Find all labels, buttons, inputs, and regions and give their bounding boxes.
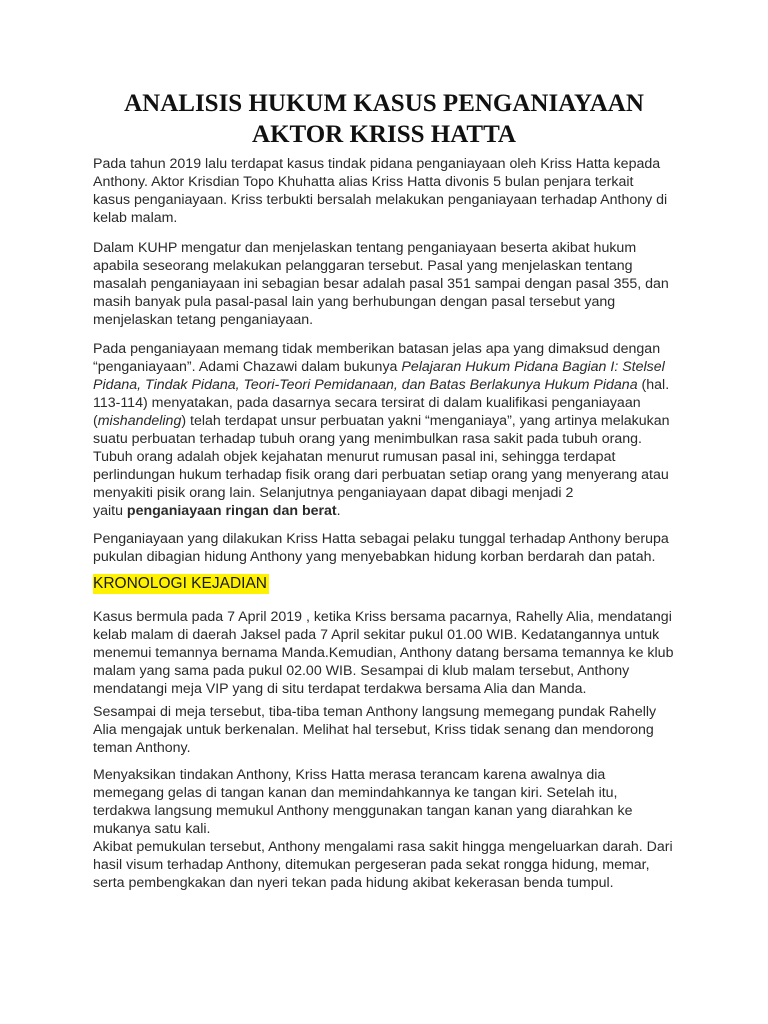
text-line: perlindungan hukum terhadap fisik orang dari perbuatan setiap orang yang menyerang atau [93, 467, 669, 483]
text-line [93, 358, 683, 376]
text-segment: yaitu [93, 503, 127, 519]
text-line: apabila seseorang melakukan pelanggaran tersebut. Pasal yang menjelaskan tentang [93, 258, 633, 274]
text-line: Alia mengajak untuk berkenalan. Melihat hal tersebut, Kriss tidak senang dan mendorong [93, 722, 654, 738]
text-line: hasil visum terhadap Anthony, ditemukan pergeseran pada sekat rongga hidung, memar, [93, 857, 650, 873]
text-line: Penganiayaan yang dilakukan Kriss Hatta sebagai pelaku tunggal terhadap Anthony berupa [93, 531, 669, 547]
text-segment: . [336, 503, 341, 519]
text-line: Akibat pemukulan tersebut, Anthony mengalami rasa sakit hingga mengeluarkan darah. Dari [93, 839, 673, 855]
text-line [93, 376, 683, 394]
text-segment: ( [93, 413, 98, 429]
text-line: Kasus bermula pada 7 April 2019 , ketika Kriss bersama pacarnya, Rahelly Alia, mendatangi [93, 609, 672, 625]
document-title [60, 88, 708, 150]
text-line: menjelaskan tetang penganiayaan. [93, 312, 314, 328]
text-line: kasus penganiayaan. Kriss terbukti bersalah melakukan penganiayaan terhadap Anthony di [93, 192, 668, 208]
paragraph-chronology-4 [93, 838, 683, 892]
paragraph-definition [93, 340, 683, 520]
section-heading-chronology: KRONOLOGI KEJADIAN [93, 575, 267, 592]
text-line: Pada tahun 2019 lalu terdapat kasus tindak pidana penganiayaan oleh Kriss Hatta kepada [93, 156, 661, 172]
text-line: pukulan dibagian hidung Anthony yang menyebabkan hidung korban berdarah dan patah. [93, 549, 656, 565]
text-line: Dalam KUHP mengatur dan menjelaskan tentang penganiayaan beserta akibat hukum [93, 240, 637, 256]
paragraph-chronology-1 [93, 608, 683, 698]
term-italic: mishandeling [97, 413, 182, 429]
book-title-italic: Pidana, Tindak Pidana, Teori-Teori Pemidanaan, dan Batas Berlakunya Hukum Pidana [93, 377, 638, 393]
text-line: Tubuh orang adalah objek kejahatan menurut rumusan pasal ini, sehingga terdapat [93, 449, 616, 465]
text-line: masih banyak pula pasal-pasal lain yang berhubungan dengan pasal tersebut yang [93, 294, 616, 310]
text-line [93, 502, 683, 520]
text-line: memegang gelas di tangan kanan dan memindahkannya ke tangan kiri. Setelah itu, [93, 785, 618, 801]
title-line-1: ANALISIS HUKUM KASUS PENGANIAYAAN [124, 90, 644, 117]
text-line: menyakiti pisik orang lain. Selanjutnya penganiayaan dapat dibagi menjadi 2 [93, 485, 574, 501]
text-line: Menyaksikan tindakan Anthony, Kriss Hatta merasa terancam karena awalnya dia [93, 767, 606, 783]
text-line: mukanya satu kali. [93, 821, 211, 837]
text-line: mendatangi meja VIP yang di situ terdapat terdakwa bersama Alia dan Manda. [93, 681, 587, 697]
paragraph-kuhp [93, 239, 683, 329]
text-line: serta pembengkakan dan nyeri tekan pada hidung akibat kekerasan benda tumpul. [93, 875, 614, 891]
text-line: Sesampai di meja tersebut, tiba-tiba teman Anthony langsung memegang pundak Rahelly [93, 704, 657, 720]
text-segment: ) telah terdapat unsur perbuatan yakni “menganiaya”, yang artinya melakukan [181, 413, 670, 429]
text-line: Anthony. Aktor Krisdian Topo Khuhatta alias Kriss Hatta divonis 5 bulan penjara terkait [93, 174, 634, 190]
text-line: malam yang sama pada pukul 02.00 WIB. Sesampai di klub malam tersebut, Anthony [93, 663, 630, 679]
paragraph-summary [93, 530, 683, 566]
text-line: menemui temannya bernama Manda.Kemudian, Anthony datang bersama temannya ke klub [93, 645, 674, 661]
paragraph-chronology-2 [93, 703, 683, 757]
text-line: kelab malam. [93, 210, 178, 226]
title-line-2: AKTOR KRISS HATTA [252, 121, 516, 148]
text-line: masalah penganiayaan ini sebagian besar adalah pasal 351 sampai dengan pasal 355, dan [93, 276, 669, 292]
book-title-italic: Pelajaran Hukum Pidana Bagian I: Stelsel [401, 359, 665, 375]
text-line: suatu perbuatan terhadap tubuh orang yang menimbulkan rasa sakit pada tubuh orang. [93, 431, 642, 447]
text-line: terdakwa langsung memukul Anthony menggunakan tangan kanan yang diarahkan ke [93, 803, 633, 819]
text-segment: “penganiayaan”. Adami Chazawi dalam bukunya [93, 359, 402, 375]
text-line: kelab malam di daerah Jaksel pada 7 April sekitar pukul 01.00 WIB. Kedatangannya untuk [93, 627, 660, 643]
bold-term: penganiayaan ringan dan berat [126, 503, 337, 519]
text-segment: (hal. [637, 377, 670, 393]
text-line: Pada penganiayaan memang tidak memberikan batasan jelas apa yang dimaksud dengan [93, 341, 661, 357]
paragraph-intro [93, 155, 683, 227]
text-line: 113-114) menyatakan, pada dasarnya secara tersirat di dalam kualifikasi penganiayaan [93, 395, 641, 411]
text-line: teman Anthony. [93, 740, 191, 756]
text-line [93, 412, 683, 430]
paragraph-chronology-3 [93, 766, 683, 838]
